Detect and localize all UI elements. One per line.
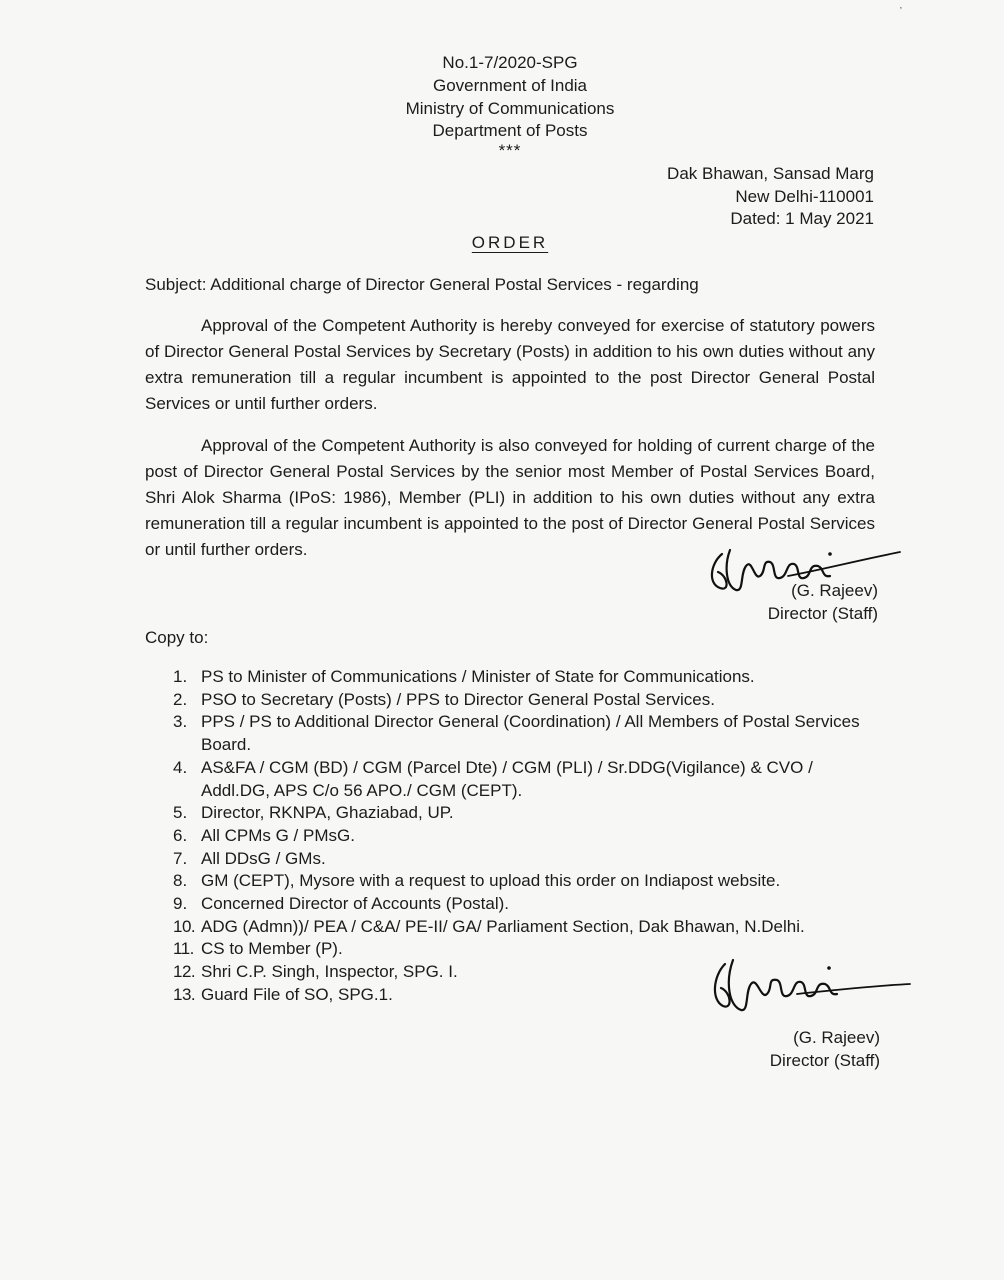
list-item-text: Concerned Director of Accounts (Postal). [201, 894, 510, 914]
paragraph-1: Approval of the Competent Authority is hereby conveyed for exercise of statutory powers of Director General Postal Services by Secretary (Posts) in addition to his own duties without any extra remuneration till a regular incumbent is appointed to the post Director General Postal Services or until further orders. [145, 316, 875, 413]
signature-block-2 [770, 1027, 880, 1072]
list-item-text: GM (CEPT), Mysore with a request to upload this order on Indiapost website. [201, 871, 781, 891]
list-item-number: 9. [173, 894, 188, 914]
list-item-text: PPS / PS to Additional Director General (Coordination) / All Members of Postal Services Board. [201, 712, 860, 755]
document-title: ORDER [471, 233, 549, 252]
list-item [173, 711, 873, 756]
office-address [667, 163, 874, 231]
list-item-text: CS to Member (P). [201, 939, 343, 959]
list-item-number: 12. [173, 962, 196, 982]
list-item-number: 5. [173, 803, 188, 823]
order-date: Dated: 1 May 2021 [730, 209, 874, 228]
department-name: Department of Posts [432, 121, 588, 141]
ministry-name: Ministry of Communications [405, 98, 615, 118]
separator-stars: *** [498, 141, 522, 161]
list-item-number: 4. [173, 757, 188, 777]
list-item-number: 1. [173, 667, 188, 686]
scan-mark-icon: ’ [899, 6, 902, 17]
file-number: No.1-7/2020-SPG [442, 53, 578, 72]
list-item-text: Guard File of SO, SPG.1. [201, 984, 393, 1004]
list-item-number: 2. [173, 689, 188, 709]
list-item-text: ADG (Admn))/ PEA / C&A/ PE-II/ GA/ Parliament Section, Dak Bhawan, N.Delhi. [201, 916, 805, 936]
address-line-2: New Delhi-110001 [735, 186, 874, 206]
signatory-name: (G. Rajeev) [793, 1028, 880, 1047]
list-item-text: All DDsG / GMs. [201, 848, 326, 868]
list-item-number: 6. [173, 825, 188, 845]
letterhead [300, 52, 720, 159]
list-item [173, 893, 873, 916]
government-name: Government of India [432, 75, 588, 95]
list-item-text: Director, RKNPA, Ghaziabad, UP. [201, 803, 454, 823]
list-item-text: AS&FA / CGM (BD) / CGM (Parcel Dte) / CGM (PLI) / Sr.DDG(Vigilance) & CVO / Addl.DG, APS C/o 56 APO./ CGM (CEPT). [201, 757, 813, 800]
list-item-number: 8. [173, 871, 188, 891]
list-item [173, 802, 873, 825]
list-item-text: All CPMs G / PMsG. [201, 825, 355, 845]
list-item-number: 7. [173, 848, 188, 868]
subject-line: Subject: Additional charge of Director General Postal Services - regarding [145, 275, 699, 294]
address-line-1: Dak Bhawan, Sansad Marg [667, 164, 874, 183]
copy-to-label: Copy to: [145, 628, 209, 647]
list-item-text: PS to Minister of Communications / Minister of State for Communications. [201, 667, 755, 686]
list-item [173, 825, 873, 848]
list-item-number: 11. [173, 939, 194, 959]
list-item-text: PSO to Secretary (Posts) / PPS to Director General Postal Services. [201, 689, 715, 709]
list-item [173, 666, 873, 689]
signatory-designation: Director (Staff) [767, 603, 878, 623]
list-item [173, 916, 873, 939]
signature-block-1 [768, 580, 878, 625]
signature-scrawl-2 [705, 950, 915, 1030]
signatory-name: (G. Rajeev) [791, 581, 878, 600]
list-item [173, 757, 873, 802]
list-item [173, 870, 873, 893]
list-item-text: Shri C.P. Singh, Inspector, SPG. I. [201, 962, 458, 982]
list-item [173, 848, 873, 871]
list-item-number: 13. [173, 984, 196, 1004]
list-item [173, 689, 873, 712]
list-item-number: 10. [173, 916, 196, 936]
list-item-number: 3. [173, 712, 188, 732]
signatory-designation: Director (Staff) [769, 1050, 880, 1070]
paragraph-2: Approval of the Competent Authority is also conveyed for holding of current charge of the post of Director General Postal Services by the senior most Member of Postal Services Board, Shri Alok Sharma (IPoS: 1986), Member (PLI) in addition to his own duties without any extra remuneration till a regular incumbent is appointed to the post of Director General Postal Services or until further orders. [145, 436, 875, 559]
